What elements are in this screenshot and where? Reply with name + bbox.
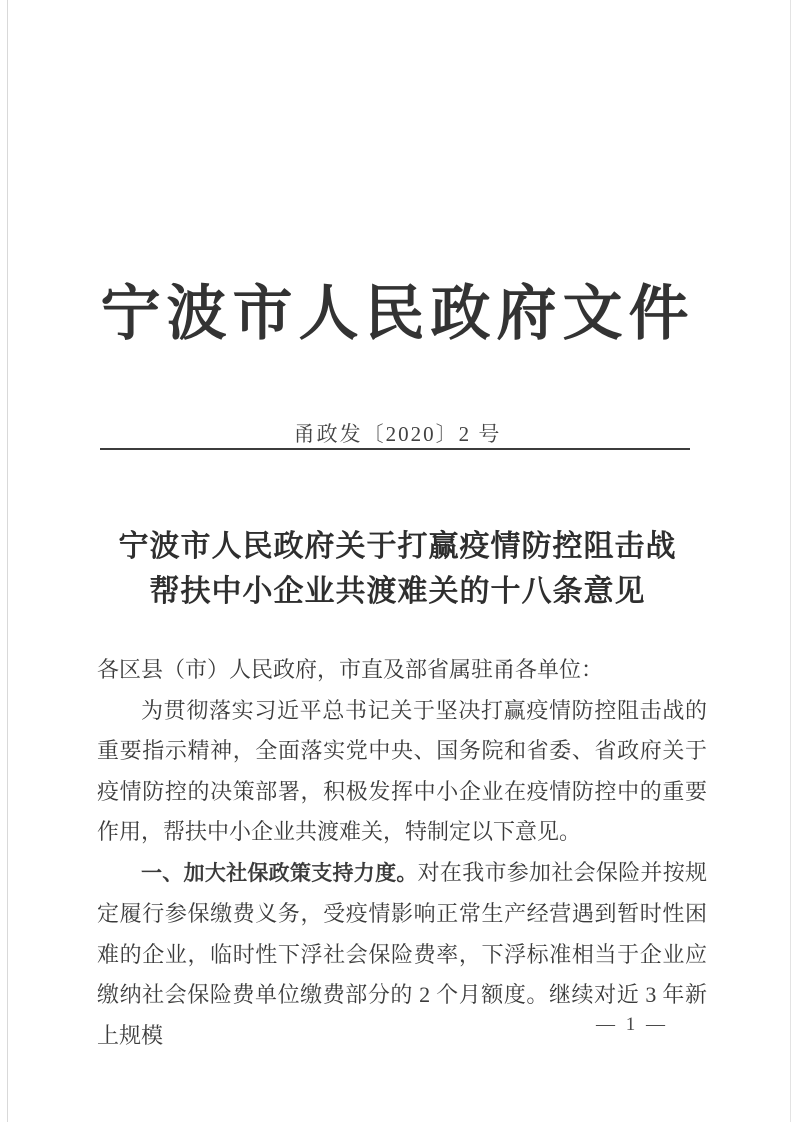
document-title-line1: 宁波市人民政府关于打赢疫情防控阻击战 bbox=[118, 530, 677, 563]
paragraph-2-body: 对在我市参加社会保险并按规定履行参保缴费义务，受疫情影响正常生产经营遇到暂时性困难的企业，临时性下浮社会保险费率，下浮标准相当于企业应缴纳社会保险费单位缴费部分的 2 个月额度。继续对近 3 年新上规模 bbox=[97, 859, 707, 1048]
salutation: 各区县（市）人民政府，市直及部省属驻甬各单位： bbox=[97, 657, 604, 682]
page-number: — 1 — bbox=[596, 1014, 668, 1035]
paragraph-1: 为贯彻落实习近平总书记关于坚决打赢疫情防控阻击战的重要指示精神，全面落实党中央、国务院和省委、省政府关于疫情防控的决策部署，积极发挥中小企业在疫情防控中的重要作用，帮扶中小企业共渡难关，特制定以下意见。 bbox=[97, 697, 707, 844]
document-body bbox=[97, 650, 707, 1056]
agency-header-title: 宁波市人民政府文件 bbox=[100, 281, 695, 347]
document-title-line2: 帮扶中小企业共渡难关的十八条意见 bbox=[149, 575, 646, 608]
document-title bbox=[0, 524, 795, 614]
document-number: 甬政发〔2020〕2 号 bbox=[293, 422, 502, 446]
paragraph-2-lead: 一、加大社保政策支持力度。 bbox=[141, 861, 418, 885]
header-divider bbox=[100, 448, 690, 450]
